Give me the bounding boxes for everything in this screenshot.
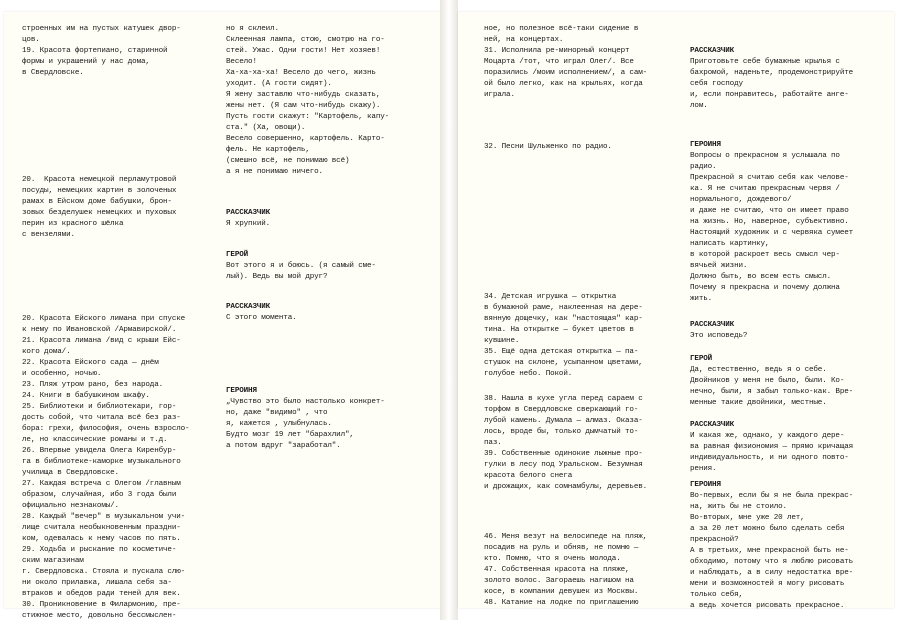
text-line: и даже не считаю, что он имеет право: [690, 207, 849, 215]
text-line: жены нет. (Я сам что-нибудь скажу).: [226, 102, 381, 110]
text-line: втраков и обедов ради теней для век.: [22, 590, 181, 598]
text-line: Да, естественно, ведь я о себе.: [690, 366, 827, 374]
text-line: Настоящий художник и с червяка сумеет: [690, 229, 854, 237]
text-block: [484, 24, 684, 101]
text-line: кто. Помню, что я очень молода.: [484, 555, 621, 563]
text-line: вячьей жизни.: [690, 262, 748, 270]
text-line: а ведь хочется рисовать прекрасное.: [690, 602, 845, 610]
text-line: ни около прилавка, лишала себя за-: [22, 579, 172, 587]
text-line: я, кажется , улыбнулась.: [226, 420, 332, 428]
text-line: ой было легко, как на крыльях, когда: [484, 80, 643, 88]
text-line: 32. Песни Шульженко по радио.: [484, 143, 612, 151]
text-line: а я не понимаю ничего.: [226, 168, 323, 176]
text-line: гулки в лесу под Уральском. Безумная: [484, 461, 643, 469]
text-line: Моцарта /тот, что играл Олег/. Все: [484, 58, 634, 66]
text-line: нормального, дождевого/: [690, 196, 792, 204]
text-line: написать картинку,: [690, 240, 770, 248]
text-line: формы и украшений у нас дома,: [22, 58, 150, 66]
text-block: [690, 140, 890, 305]
text-line: ва равная физиономия — прямо кричащая: [690, 443, 854, 451]
left-page-column-1: [22, 12, 232, 620]
speaker-label: РАССКАЗЧИК: [690, 47, 735, 55]
text-line: ное, но полезное всё-таки сидение в: [484, 25, 639, 33]
text-line: прекрасной?: [690, 536, 739, 544]
speaker-label: РАССКАЗЧИК: [690, 321, 735, 329]
text-line: 20. Красота немецкой перламутровой: [22, 176, 177, 184]
text-line: 47. Собственная красота на пляже,: [484, 566, 630, 574]
text-line: Вот этого я и боюсь. (я самый сме-: [226, 262, 376, 270]
text-line: 35. Ещё одна детская открытка — па-: [484, 348, 639, 356]
text-line: Ха-ха-ха-ха! Весело до чего, жизнь: [226, 69, 376, 77]
text-line: но я склеил.: [226, 25, 279, 33]
text-line: Во-вторых, мне уже 20 лет,: [690, 514, 805, 522]
right-page: [458, 12, 894, 608]
text-line: Почему я прекрасна и почему должна: [690, 284, 840, 292]
text-line: строенных им на пустых катушек двор-: [22, 25, 181, 33]
text-line: И какая же, однако, у каждого дере-: [690, 432, 845, 440]
text-block: [22, 175, 232, 241]
text-line: поразились /моим исполнением/, а сам-: [484, 69, 648, 77]
text-line: фель. Не картофель,: [226, 146, 310, 154]
text-line: себя господу: [690, 80, 743, 88]
text-block: [484, 532, 684, 609]
text-block: [226, 302, 426, 324]
book-gutter: [440, 0, 458, 620]
text-line: в Свердловске.: [22, 69, 84, 77]
text-line: 26. Впервые увидела Олега Киренбур-: [22, 447, 177, 455]
text-block: [22, 314, 232, 622]
left-page: [4, 12, 440, 620]
text-line: красота белого снега: [484, 472, 573, 480]
text-line: 19. Красота фортепиано, старинной: [22, 47, 168, 55]
text-line: нечно, были, я забыл только-как. Вре-: [690, 388, 854, 396]
speaker-label: ГЕРОИНЯ: [690, 481, 721, 489]
text-line: вянную дощечку, как "настоящая" кар-: [484, 315, 643, 323]
speaker-label: РАССКАЗЧИК: [226, 303, 271, 311]
text-line: С этого момента.: [226, 314, 297, 322]
text-line: Приготовьте себе бумажные крылья с: [690, 58, 840, 66]
text-line: 31. Исполнила ре-минорный концерт: [484, 47, 630, 55]
speaker-label: РАССКАЗЧИК: [226, 209, 271, 217]
text-line: менные такие двойники, местные.: [690, 399, 827, 407]
text-block: [690, 480, 890, 612]
text-line: (смешно всё, не понимаю всё): [226, 157, 350, 165]
text-line: бора: грехи, философия, очень взросло-: [22, 425, 190, 433]
left-page-column-2: [226, 12, 426, 608]
text-line: лище считала необыкновенным праздни-: [22, 524, 181, 532]
text-line: перин из красного шёлка: [22, 220, 124, 228]
text-line: тина. На открытке — букет цветов в: [484, 326, 634, 334]
text-block: [690, 46, 890, 112]
text-block: [690, 320, 890, 342]
text-line: золото волос. Загораешь нагишом на: [484, 577, 634, 585]
speaker-label: РАССКАЗЧИК: [690, 421, 735, 429]
text-line: Во-первых, если бы я не была прекрас-: [690, 492, 854, 500]
text-line: косе, в компании девушек из Москвы.: [484, 588, 639, 596]
text-line: на жизнь. Но, наверное, субъективно.: [690, 218, 849, 226]
text-line: стушок на склоне, усыпанном цветами,: [484, 359, 643, 367]
text-line: а за 20 лет можно было сделать себя: [690, 525, 845, 533]
text-line: Весело!: [226, 58, 257, 66]
text-line: Весело совершенно, картофель. Карто-: [226, 135, 385, 143]
text-line: Я жену заставлю что-нибудь сказать,: [226, 91, 381, 99]
text-line: Склеенная лампа, стою, смотрю на го-: [226, 36, 385, 44]
text-line: 39. Собственные одинокие лыжные про-: [484, 450, 643, 458]
text-line: лубой камень. Думала — алмаз. Оказа-: [484, 417, 643, 425]
speaker-label: ГЕРОИНЯ: [690, 141, 721, 149]
text-line: голубое небо. Покой.: [484, 370, 573, 378]
text-line: жить.: [690, 295, 713, 303]
text-block: [690, 420, 890, 475]
text-line: 24. Книги в бабушкином шкафу.: [22, 392, 150, 400]
text-line: 34. Детская игрушка — открытка: [484, 293, 617, 301]
text-block: [484, 292, 684, 380]
text-line: Должно быть, во всем есть смысл.: [690, 273, 832, 281]
text-line: к нему по Ивановской /Армавирской/.: [22, 326, 177, 334]
text-line: ка. Я не считаю прекрасным червя /: [690, 185, 840, 193]
text-line: посадив на руль и обняв, не помню —: [484, 544, 639, 552]
text-line: в бумажной раме, наклеенная на дере-: [484, 304, 643, 312]
text-line: А в третьих, мне прекрасной быть не-: [690, 547, 849, 555]
text-line: Прекрасной я считаю себя как челове-: [690, 174, 849, 182]
text-line: Вопросы о прекрасном я услышала по: [690, 152, 840, 160]
speaker-label: ГЕРОЙ: [690, 355, 713, 363]
text-line: Я хрупкий.: [226, 220, 271, 228]
text-line: ста." (Ха, овощи).: [226, 124, 306, 132]
text-line: кувшине.: [484, 337, 520, 345]
text-line: ским магазинам: [22, 557, 84, 565]
text-line: Пусть гости скажут: "Картофель, капу-: [226, 113, 390, 121]
text-line: и, если понравитесь, работайте анге-: [690, 91, 849, 99]
text-block: [484, 142, 684, 153]
text-line: посуды, немецких картин в золоченых: [22, 187, 177, 195]
text-line: г. Свердловска. Стояла и пускала слю-: [22, 568, 186, 576]
text-line: 38. Нашла в кухе углa перед сараем с: [484, 395, 643, 403]
text-block: [690, 354, 890, 409]
text-line: радио.: [690, 163, 717, 171]
text-line: мени и возможностей я могу рисовать: [690, 580, 845, 588]
speaker-label: ГЕРОЙ: [226, 251, 249, 259]
text-line: в которой раскроет весь смысл чер-: [690, 251, 840, 259]
text-line: обходимо, потому что я люблю рисовать: [690, 558, 854, 566]
text-line: Двойников у меня не было, были. Ко-: [690, 377, 845, 385]
text-line: только себя,: [690, 591, 743, 599]
speaker-label: ГЕРОИНЯ: [226, 387, 257, 395]
text-line: паз.: [484, 439, 502, 447]
text-line: стей. Ужас. Одни гости! Нет хозяев!: [226, 47, 381, 55]
text-line: с вензелями.: [22, 231, 75, 239]
text-line: ней, на концертах.: [484, 36, 564, 44]
text-line: 21. Красота лимана /вид с крыши Ейс-: [22, 337, 181, 345]
text-line: на, жить бы не стоило.: [690, 503, 787, 511]
right-page-column-1: [484, 12, 684, 608]
text-line: цов.: [22, 36, 40, 44]
text-line: и дрожащих, как сомнамбулы, деревьев.: [484, 483, 648, 491]
text-line: ком, одевалась к нему часов по пять.: [22, 535, 181, 543]
text-line: 25. Библиотеки и библиотекари, гор-: [22, 403, 177, 411]
text-line: Это исповедь?: [690, 332, 748, 340]
text-line: образом, случайная, ибо 3 года были: [22, 491, 177, 499]
text-line: 20. Красота Ейского лимана при спуске: [22, 315, 186, 323]
text-line: кого дома/.: [22, 348, 71, 356]
text-line: Будто мозг 19 лет "барахлил",: [226, 431, 354, 439]
text-line: играла.: [484, 91, 515, 99]
text-line: и особенно, ночью.: [22, 370, 102, 378]
text-line: официально незнакомы/.: [22, 502, 119, 510]
text-line: училища в Свердловске.: [22, 469, 119, 477]
text-line: рения.: [690, 465, 717, 473]
text-line: дость собой, что читала всё без раз-: [22, 414, 181, 422]
text-line: индивидуальность, и ни одного повто-: [690, 454, 849, 462]
text-line: га в библиотеке-каморке музыкального: [22, 458, 181, 466]
text-line: 29. Ходьба и рыскание по косметиче-: [22, 546, 177, 554]
text-line: торфом в Свердловске сверкающий го-: [484, 406, 639, 414]
text-block: [22, 24, 232, 79]
text-line: рамах в Ейском доме бабушки, брон-: [22, 198, 172, 206]
text-block: [484, 394, 684, 493]
text-line: лый). Ведь вы мой друг?: [226, 273, 328, 281]
text-line: зовых безделушек немецких и пуховых: [22, 209, 177, 217]
text-line: 23. Пляж утром рано, без народа.: [22, 381, 164, 389]
text-line: лом.: [690, 102, 708, 110]
text-line: 22. Красота Ейского сада — днём: [22, 359, 159, 367]
text-line: лось, вроде бы, только дымчатый то-: [484, 428, 639, 436]
text-line: 48. Катание на лодке по приглашению: [484, 599, 639, 607]
text-block: [226, 250, 426, 283]
text-line: уходит. (А гости сидят).: [226, 80, 332, 88]
text-block: [226, 208, 426, 230]
text-line: но, даже "видимо" , что: [226, 409, 328, 417]
text-line: 27. Каждая встреча с Олегом /главным: [22, 480, 181, 488]
text-block: [226, 386, 426, 452]
text-block: [226, 24, 426, 178]
text-line: стижное место, довольно бессмыслен-: [22, 612, 177, 620]
text-line: 30. Проникновение в Филармонию, пре-: [22, 601, 181, 609]
text-line: а потом вдруг "заработал".: [226, 442, 341, 450]
right-page-column-2: [690, 12, 890, 608]
text-line: 28. Каждый "вечер" в музыкальном учи-: [22, 513, 186, 521]
text-line: ле, но классические романы и т.д.: [22, 436, 168, 444]
text-line: и наблюдать, а в силу недостатка вре-: [690, 569, 854, 577]
text-line: 46. Меня везут на велосипеде на пляж,: [484, 533, 648, 541]
text-line: „Чувство это было настолько конкрет-: [226, 398, 385, 406]
text-line: бахромой, наденьте, продемонстрируйте: [690, 69, 854, 77]
